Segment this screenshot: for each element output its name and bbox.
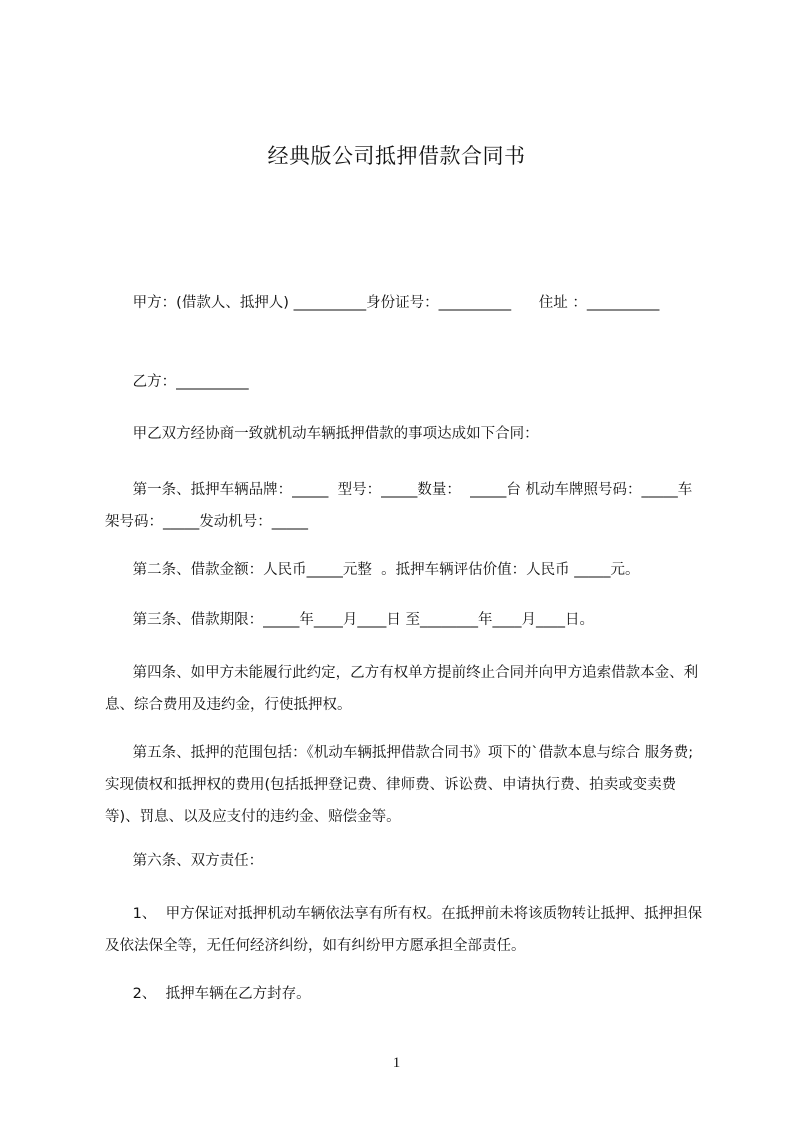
page-number: 1 xyxy=(392,1055,401,1071)
article-4: 第四条、如甲方未能履行此约定，乙方有权单方提前终止合同并向甲方追索借款本金、利息、综合费用及违约金，行使抵押权。 xyxy=(105,665,699,713)
party-b-line: 乙方：__________ xyxy=(105,374,249,390)
article-1: 第一条、抵押车辆品牌：_____ 型号：_____数量： _____台 机动车牌照号码：_____车架号码：_____发动机号：_____ xyxy=(105,482,693,530)
agreement-intro: 甲乙双方经协商一致就机动车辆抵押借款的事项达成如下合同： xyxy=(105,426,539,442)
party-a-line: 甲方：(借款人、抵押人) __________身份证号：__________ 住址 ：__________ xyxy=(105,295,660,311)
article-6-item-2: 2、 抵押车辆在乙方封存。 xyxy=(105,986,311,1002)
page-title: 经典版公司抵押借款合同书 xyxy=(267,144,526,168)
article-2: 第二条、借款金额：人民币_____元整 。抵押车辆评估价值：人民币 _____元。 xyxy=(105,562,640,578)
article-6-item-1: 1、 甲方保证对抵押机动车辆依法享有所有权。在抵押前未将该质物转让抵押、抵押担保及依法保全等，无任何经济纠纷，如有纠纷甲方愿承担全部责任。 xyxy=(105,906,703,954)
article-6-heading: 第六条、双方责任： xyxy=(105,853,264,869)
article-3: 第三条、借款期限：_____年____月____日 至________年____月____日。 xyxy=(105,612,595,628)
article-5: 第五条、抵押的范围包括：《机动车辆抵押借款合同书》项下的`借款本息与综合 服务费;实现债权和抵押权的费用(包括抵押登记费、律师费、诉讼费、申请执行费、拍卖或变卖费等)、罚息、以及应支付的违约金、赔偿金等。 xyxy=(105,745,694,825)
